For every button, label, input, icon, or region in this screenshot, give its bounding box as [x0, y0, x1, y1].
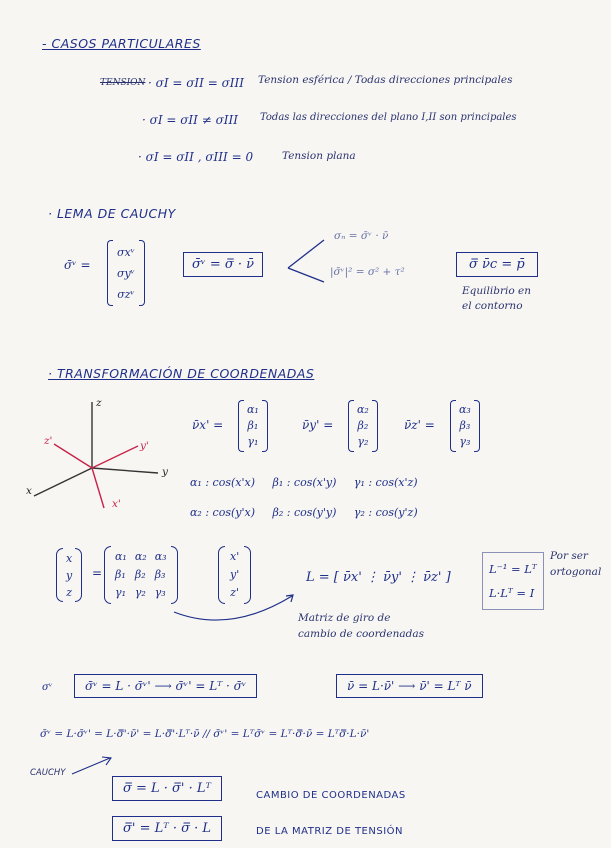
strikeout-word: TENSION: [100, 78, 146, 88]
vector-entry: z: [66, 585, 72, 599]
result-note-2: DE LA MATRIZ DE TENSIÓN: [256, 826, 403, 837]
cauchy-pointer-label: CAUCHY: [30, 768, 66, 778]
normal-stress-eq: σₙ = σ̄ᵛ · ν̄: [334, 230, 389, 242]
stress-tensor-inverse-box: σ̿' = Lᵀ · σ̿ · L: [112, 816, 222, 841]
vector-entry: γ₁: [247, 435, 259, 448]
vector-entry: z': [230, 586, 240, 599]
case2-note: Todas las direcciones del plano I,II son principales: [260, 112, 517, 123]
equilibrium-note-1: Equilibrio en: [462, 285, 531, 297]
vector-z-label: ν̄z' =: [404, 418, 435, 432]
case3-equation: · σI = σII , σIII = 0: [138, 150, 254, 164]
section-title-cauchy: · LEMA DE CAUCHY: [48, 206, 176, 221]
stress-vector-transform-box: σ̄ᵛ = L · σ̄ᵛ' ⟶ σ̄ᵛ' = Lᵀ · σ̄ᵛ: [74, 674, 257, 698]
vector-entry: β₃: [459, 419, 471, 432]
vector-entry: x': [230, 550, 240, 563]
derivation-line: σ̄ᵛ = L·σ̄ᵛ' = L·σ̿'·ν̄' = L·σ̿'·Lᵀ·ν̄ // σ̄ᵛ' = Lᵀσ̄ᵛ = Lᵀ·σ̿·ν̄ = Lᵀσ̿·L·ν̄': [40, 728, 370, 740]
case1-equation: · σI = σII = σIII: [148, 76, 245, 90]
matrix-cell: α₃: [154, 550, 167, 563]
coordinate-axes-diagram: [18, 392, 178, 522]
vector-entry: y': [230, 568, 240, 581]
vector-entry: α₁: [247, 403, 259, 416]
cosine-row-2: α₂ : cos(y'x) β₂ : cos(y'y) γ₂ : cos(y'z): [190, 506, 418, 519]
normal-vector-transform-box: ν̄ = L·ν̄' ⟶ ν̄' = Lᵀ ν̄: [336, 674, 483, 698]
orthogonal-note-2: ortogonal: [550, 566, 602, 578]
inverse-eq: L⁻¹ = Lᵀ: [489, 562, 537, 576]
axis-label-xp: x': [112, 498, 121, 510]
orthogonal-box: [482, 552, 544, 610]
case2-equation: · σI = σII ≠ σIII: [142, 113, 239, 127]
paren-left: [56, 548, 63, 602]
branch-lines: [286, 232, 328, 288]
rotation-note-1: Matriz de giro de: [298, 612, 391, 624]
cauchy-boxed-equation: σ̄ᵛ = σ̿ · ν̄: [183, 252, 263, 277]
stress-tensor-transform-box: σ̿ = L · σ̿' · Lᵀ: [112, 776, 222, 801]
vector-entry: γ₃: [459, 435, 471, 448]
margin-marker: σᵛ: [42, 682, 53, 693]
pointer-arrow: [70, 754, 114, 778]
vector-entry: γ₂: [357, 435, 369, 448]
stress-vector-lhs: σ̄ᵛ =: [64, 258, 91, 272]
direction-cosine-matrix: [104, 546, 178, 604]
matrix-cell: α₁: [115, 550, 127, 563]
matrix-cell: γ₁: [115, 586, 126, 599]
paren-right: [75, 548, 82, 602]
matrix-cell: α₂: [134, 550, 147, 563]
axis-label-yp: y': [140, 440, 149, 452]
vector-x-matrix: [238, 400, 268, 452]
paren-left: [104, 546, 111, 604]
identity-eq: L·Lᵀ = I: [489, 586, 535, 600]
matrix-cell: β₁: [115, 568, 126, 581]
vector-entry: β₂: [357, 419, 369, 432]
cosine-row-1: α₁ : cos(x'x) β₁ : cos(x'y) γ₁ : cos(x'z): [190, 476, 418, 489]
bracket-right: [474, 400, 480, 452]
section-title-casos: - CASOS PARTICULARES: [42, 36, 201, 51]
vector-y-label: ν̄y' =: [302, 418, 334, 432]
axis-label-y: y: [162, 466, 168, 478]
stress-vector-matrix: [107, 240, 145, 306]
matrix-cell: β₂: [134, 568, 146, 581]
rotation-note-2: cambio de coordenadas: [298, 628, 424, 640]
matrix-cell: γ₃: [154, 586, 166, 599]
vector-entry: σzᵛ: [117, 287, 135, 301]
equals-sign: =: [92, 566, 103, 580]
vector-entry: α₂: [357, 403, 369, 416]
vector-entry: β₁: [247, 419, 259, 432]
matrix-cell: β₃: [154, 568, 166, 581]
vector-x-label: ν̄x' =: [192, 418, 224, 432]
result-note-1: CAMBIO DE COORDENADAS: [256, 790, 406, 801]
vector-z-matrix: [450, 400, 480, 452]
matrix-cell: γ₂: [134, 586, 146, 599]
vector-entry: σyᵛ: [117, 266, 135, 280]
case3-note: Tension plana: [282, 150, 356, 162]
vector-entry: σxᵛ: [117, 245, 135, 259]
axis-label-zp: z': [44, 435, 53, 447]
bracket-right: [262, 400, 268, 452]
orthogonal-note-1: Por ser: [550, 550, 588, 562]
bracket-right: [372, 400, 378, 452]
xyz-column-vector: [56, 548, 82, 602]
vector-entry: y: [66, 568, 73, 582]
case1-note: Tension esférica / Todas direcciones principales: [258, 74, 513, 86]
section-title-transform: · TRANSFORMACIÓN DE COORDENADAS: [48, 366, 315, 381]
axis-label-x: x: [26, 485, 32, 497]
bracket-right: [139, 240, 145, 306]
vector-y-matrix: [348, 400, 378, 452]
modulus-eq: |σ̄ᵛ|² = σ² + τ²: [330, 266, 405, 278]
axis-label-z: z: [96, 397, 102, 409]
vector-entry: x: [66, 551, 73, 565]
equilibrium-box: σ̿ ν̄c = p̄: [456, 252, 538, 277]
vector-entry: α₃: [459, 403, 471, 416]
rotation-matrix-eq: L = [ ν̄x' ⋮ ν̄y' ⋮ ν̄z' ]: [306, 570, 451, 585]
curved-arrow: [170, 590, 300, 630]
equilibrium-note-2: el contorno: [462, 300, 523, 312]
